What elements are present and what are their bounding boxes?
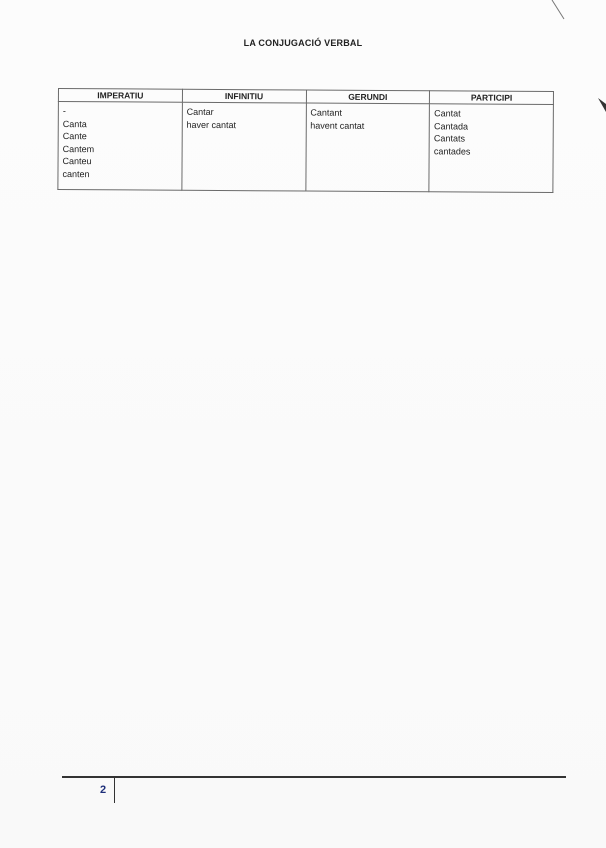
participi-form: Cantada	[433, 120, 469, 132]
imperatiu-form: Canteu	[62, 156, 92, 167]
page-fold-mark	[550, 0, 566, 20]
imperatiu-form: canten	[62, 168, 90, 179]
header-gerundi: GERUNDI	[306, 90, 430, 104]
document-title: LA CONJUGACIÓ VERBAL	[243, 38, 363, 48]
participi-form: cantades	[433, 145, 471, 157]
page-number: 2	[100, 784, 107, 796]
table-row	[58, 102, 554, 193]
cell-participi	[429, 104, 553, 193]
cell-imperatiu	[58, 102, 182, 191]
header-participi: PARTICIPI	[430, 91, 554, 105]
cell-gerundi	[305, 103, 429, 192]
header-infinitiu: INFINITIU	[182, 89, 306, 103]
edge-shadow-mark	[598, 98, 606, 112]
footer-rule	[62, 776, 566, 778]
infinitiu-form: haver cantat	[186, 119, 237, 130]
header-imperatiu: IMPERATIU	[58, 89, 182, 103]
cell-infinitiu	[182, 102, 306, 191]
imperatiu-form: Cantem	[62, 143, 95, 154]
footer-divider	[114, 777, 115, 803]
imperatiu-form: Cante	[62, 131, 87, 142]
imperatiu-form: Canta	[62, 118, 87, 129]
gerundi-form: Cantant	[310, 107, 342, 118]
participi-form: Cantat	[434, 108, 461, 119]
participi-form: Cantats	[433, 133, 466, 144]
gerundi-form: havent cantat	[310, 120, 365, 131]
conjugation-table	[57, 88, 554, 193]
imperatiu-form: -	[62, 106, 66, 117]
infinitiu-form: Cantar	[186, 106, 214, 117]
